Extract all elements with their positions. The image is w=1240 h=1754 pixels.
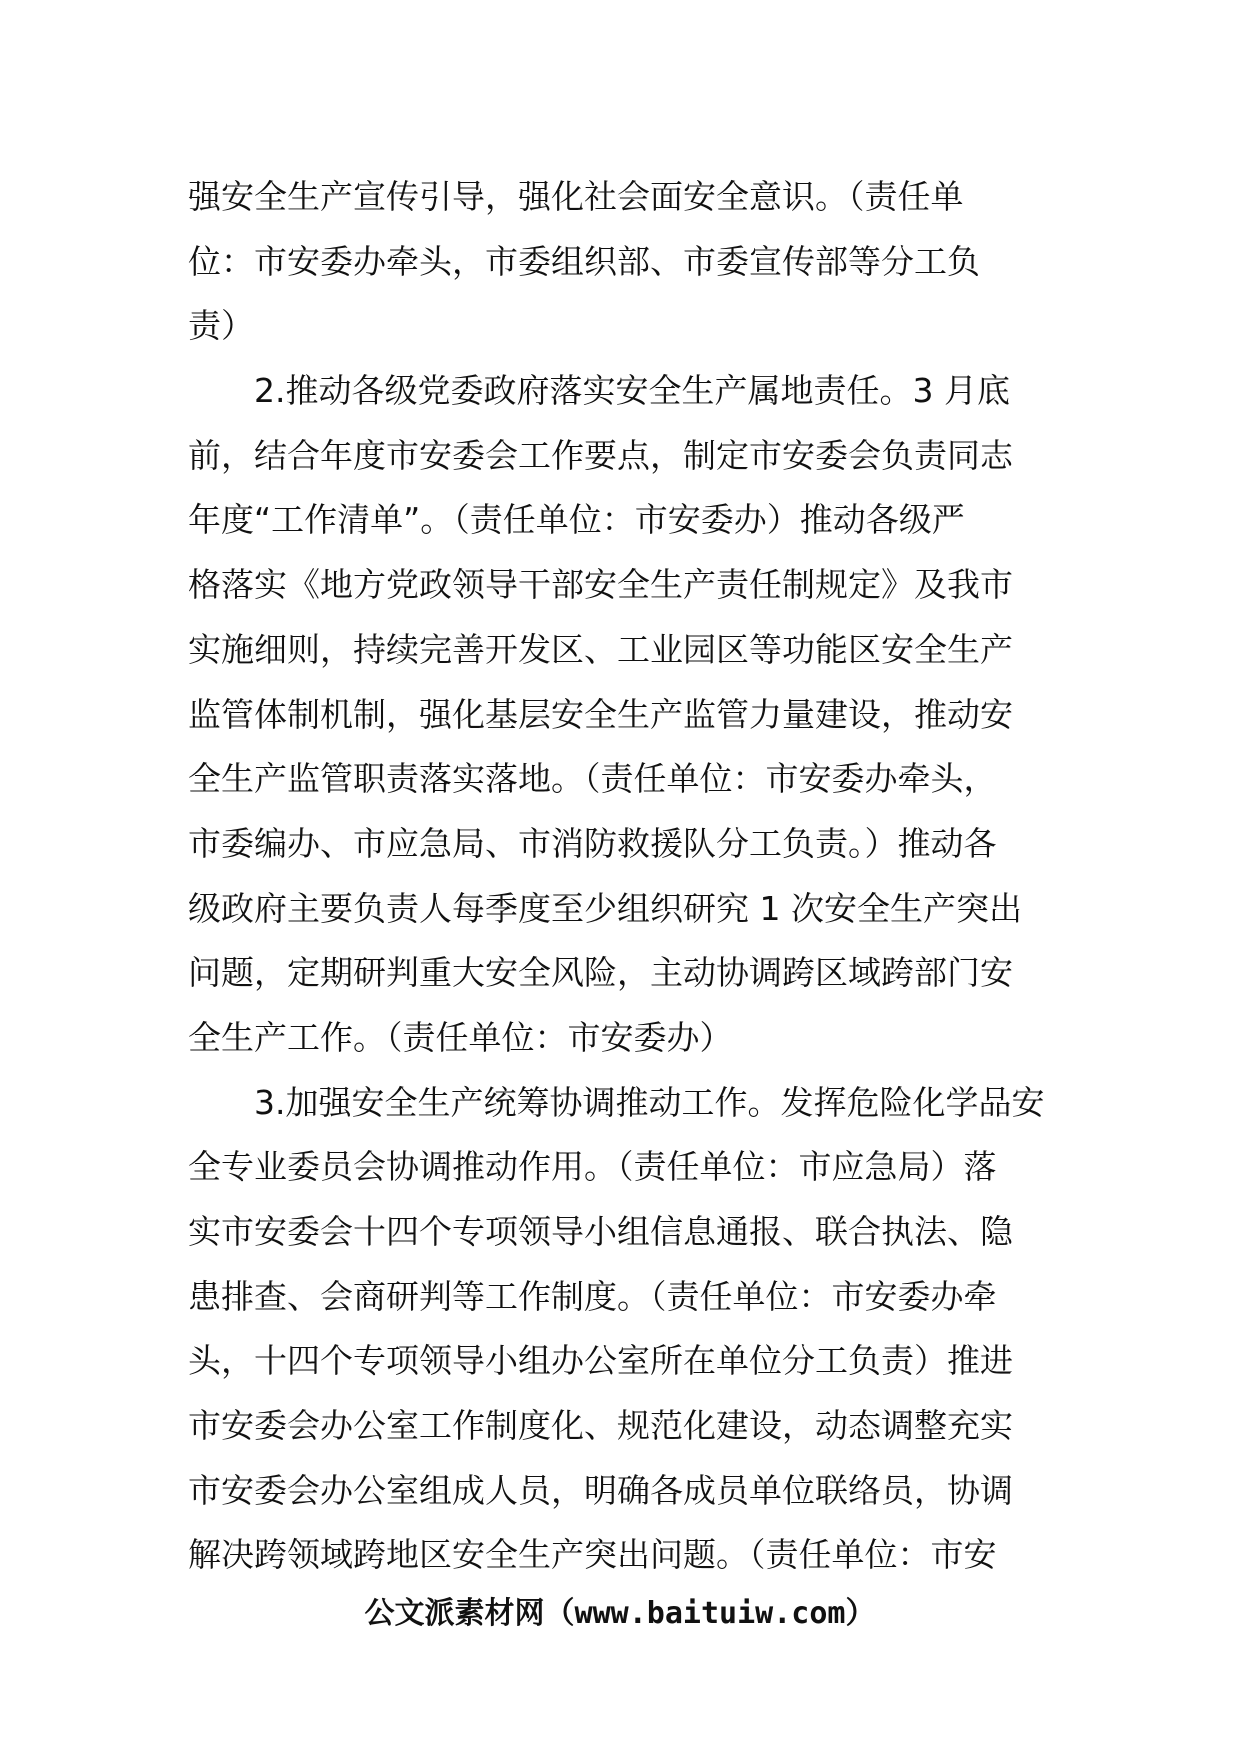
text-line: 全生产工作。（责任单位：市安委办） [188,1017,733,1057]
text-line: 强安全生产宣传引导，强化社会面安全意识。（责任单 [188,177,964,216]
text-line: 全专业委员会协调推动作用。（责任单位：市应急局）落 [188,1147,997,1187]
footer-url: （www.baituiw.com） [544,1596,876,1631]
text-line: 责） [188,306,254,346]
footer-site-name: 公文派素材网 [364,1596,545,1631]
text-line: 年度“工作清单”。（责任单位：市安委办）推动各级严 [188,500,965,540]
text-line: 市委编办、市应急局、市消防救援队分工负责。）推动各 [188,823,997,863]
text-line: 头，十四个专项领导小组办公室所在单位分工负责）推进 [188,1341,1013,1381]
text-line: 市安委会办公室工作制度化、规范化建设，动态调整充实 [188,1406,1013,1446]
text-line: 位：市安委办牵头，市委组织部、市委宣传部等分工负 [188,241,980,281]
paragraph-heading-2: 2.推动各级党委政府落实安全生产属地责任。3 月底 [254,371,1010,411]
text-line: 问题，定期研判重大安全风险，主动协调跨区域跨部门安 [188,953,1013,993]
paragraph-heading-3: 3.加强安全生产统筹协调推动工作。发挥危险化学品安 [254,1082,1045,1122]
text-line: 格落实《地方党政领导干部安全生产责任制规定》及我市 [188,565,1013,605]
text-line: 患排查、会商研判等工作制度。（责任单位：市安委办牵 [188,1276,997,1316]
text-line: 解决跨领域跨地区安全生产突出问题。（责任单位：市安 [188,1535,997,1575]
text-line: 级政府主要负责人每季度至少组织研究 1 次安全生产突出 [188,888,1022,928]
page-footer [0,1592,1240,1636]
text-line: 前，结合年度市安委会工作要点，制定市安委会负责同志 [188,435,1013,475]
text-line: 实施细则，持续完善开发区、工业园区等功能区安全生产 [188,629,1013,669]
document-body [188,165,1058,1588]
text-line: 实市安委会十四个专项领导小组信息通报、联合执法、隐 [188,1212,1013,1251]
text-line: 市安委会办公室组成人员，明确各成员单位联络员，协调 [188,1470,1013,1510]
text-line: 全生产监管职责落实落地。（责任单位：市安委办牵头， [188,759,997,799]
text-line: 监管体制机制，强化基层安全生产监管力量建设，推动安 [188,694,1013,734]
